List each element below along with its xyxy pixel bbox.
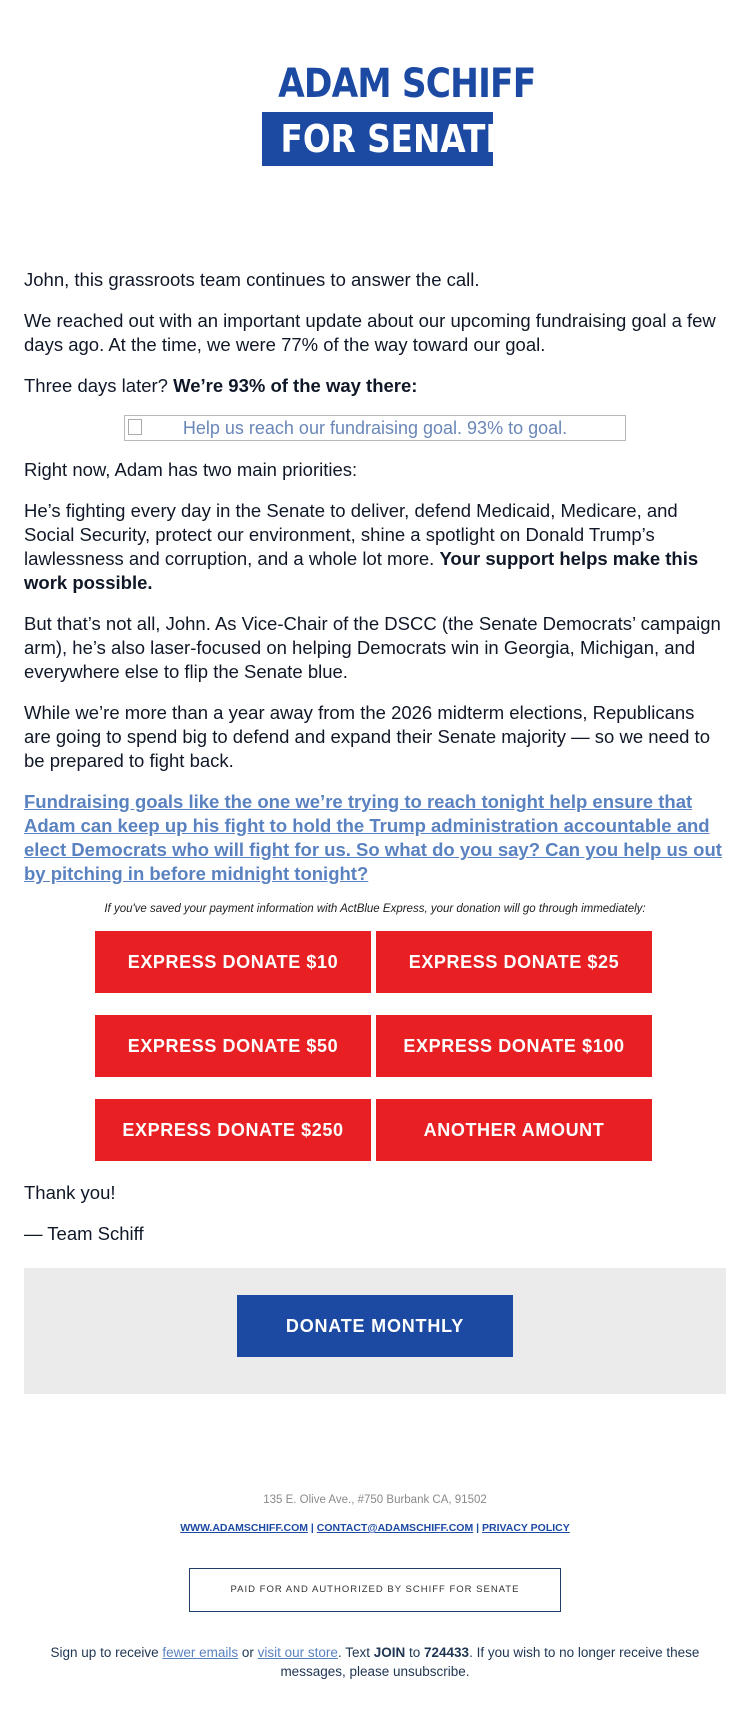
donate-button-grid bbox=[95, 931, 655, 1161]
express-note: If you've saved your payment information with ActBlue Express, your donation will go through immediately: bbox=[104, 903, 646, 915]
fewer-emails-link[interactable]: fewer emails bbox=[162, 1645, 239, 1660]
progress-image-alt: Help us reach our fundraising goal. 93% to goal. bbox=[182, 418, 568, 438]
signup-text-2: or bbox=[238, 1645, 258, 1660]
paragraph-midterms: While we’re more than a year away from the 2026 midterm elections, Republicans are going to spend big to defend and expand their Senate majority — so we need to be prepared to fight back. bbox=[24, 702, 710, 771]
footer-address: 135 E. Olive Ave., #750 Burbank CA, 91502 bbox=[263, 1494, 487, 1506]
donate-monthly-button[interactable]: DONATE MONTHLY bbox=[237, 1295, 513, 1357]
cta-donate-link[interactable]: Fundraising goals like the one we’re trying to reach tonight help ensure that Adam can keep up his fight to hold the Trump administration accountable and elect Democrats who will fight for us. So what do you say? Can you help us out by pitching in before midnight tonight? bbox=[24, 791, 722, 884]
express-donate-250-button[interactable]: EXPRESS DONATE $250 bbox=[95, 1099, 371, 1161]
logo-subtitle-box bbox=[262, 112, 508, 166]
express-donate-50-button[interactable]: EXPRESS DONATE $50 bbox=[95, 1015, 371, 1077]
logo-subtitle: FOR SENATE bbox=[280, 117, 508, 161]
express-donate-10-button[interactable]: EXPRESS DONATE $10 bbox=[95, 931, 371, 993]
monthly-donate-section bbox=[24, 1268, 726, 1394]
greeting: John, this grassroots team continues to answer the call. bbox=[24, 269, 480, 290]
logo-name: ADAM SCHIFF bbox=[278, 61, 536, 107]
thank-you: Thank you! bbox=[24, 1182, 116, 1203]
progress-lead: Three days later? bbox=[24, 375, 174, 396]
footer-link-contact[interactable]: CONTACT@ADAMSCHIFF.COM bbox=[316, 1522, 474, 1534]
senate-work-text: He’s fighting every day in the Senate to deliver, defend Medicaid, Medicare, and Social Security, protect our environment, shine a spotlight on Donald Trump’s lawlessness and corruption, and a whole lot more. bbox=[24, 500, 678, 569]
paragraph-senate-work bbox=[24, 499, 726, 595]
signup-text-4: to bbox=[405, 1645, 424, 1660]
footer-separator: | bbox=[476, 1522, 480, 1534]
express-donate-25-button[interactable]: EXPRESS DONATE $25 bbox=[376, 931, 652, 993]
paragraph-priorities: Right now, Adam has two main priorities: bbox=[24, 459, 358, 480]
progress-image[interactable] bbox=[124, 415, 626, 441]
paragraph-update: We reached out with an important update about our upcoming fundraising goal a few days ago. At the time, we were 77% of the way toward our goal. bbox=[24, 310, 716, 355]
paragraph-progress bbox=[24, 374, 726, 398]
text-keyword: JOIN bbox=[373, 1645, 406, 1660]
footer-links bbox=[0, 1522, 750, 1534]
signup-text-1: Sign up to receive bbox=[50, 1645, 163, 1660]
signup-text-5: . If you wish to no longer receive these messages, please unsubscribe. bbox=[280, 1645, 700, 1679]
campaign-logo[interactable] bbox=[262, 61, 536, 166]
progress-statement: We’re 93% of the way there: bbox=[173, 375, 418, 396]
signup-text-3: . Text bbox=[337, 1645, 374, 1660]
email-body bbox=[24, 268, 726, 1246]
senate-work-bold: Your support helps make this work possible. bbox=[24, 548, 699, 593]
footer-link-privacy[interactable]: PRIVACY POLICY bbox=[482, 1522, 570, 1534]
visit-store-link[interactable]: visit our store bbox=[257, 1645, 338, 1660]
signature: — Team Schiff bbox=[24, 1223, 144, 1244]
text-shortcode: 724433 bbox=[424, 1645, 470, 1660]
footer-link-website[interactable]: WWW.ADAMSCHIFF.COM bbox=[180, 1522, 308, 1534]
paragraph-dscc: But that’s not all, John. As Vice-Chair of the DSCC (the Senate Democrats’ campaign arm), he’s also laser-focused on helping Democrats win in Georgia, Michigan, and everywhere else to flip the Senate blue. bbox=[24, 613, 721, 682]
express-donate-100-button[interactable]: EXPRESS DONATE $100 bbox=[376, 1015, 652, 1077]
another-amount-button[interactable]: ANOTHER AMOUNT bbox=[376, 1099, 652, 1161]
broken-image-icon bbox=[128, 419, 142, 435]
footer-separator: | bbox=[310, 1522, 314, 1534]
footer-signup-text bbox=[30, 1643, 720, 1681]
paid-for-disclaimer: PAID FOR AND AUTHORIZED BY SCHIFF FOR SENATE bbox=[189, 1568, 561, 1612]
